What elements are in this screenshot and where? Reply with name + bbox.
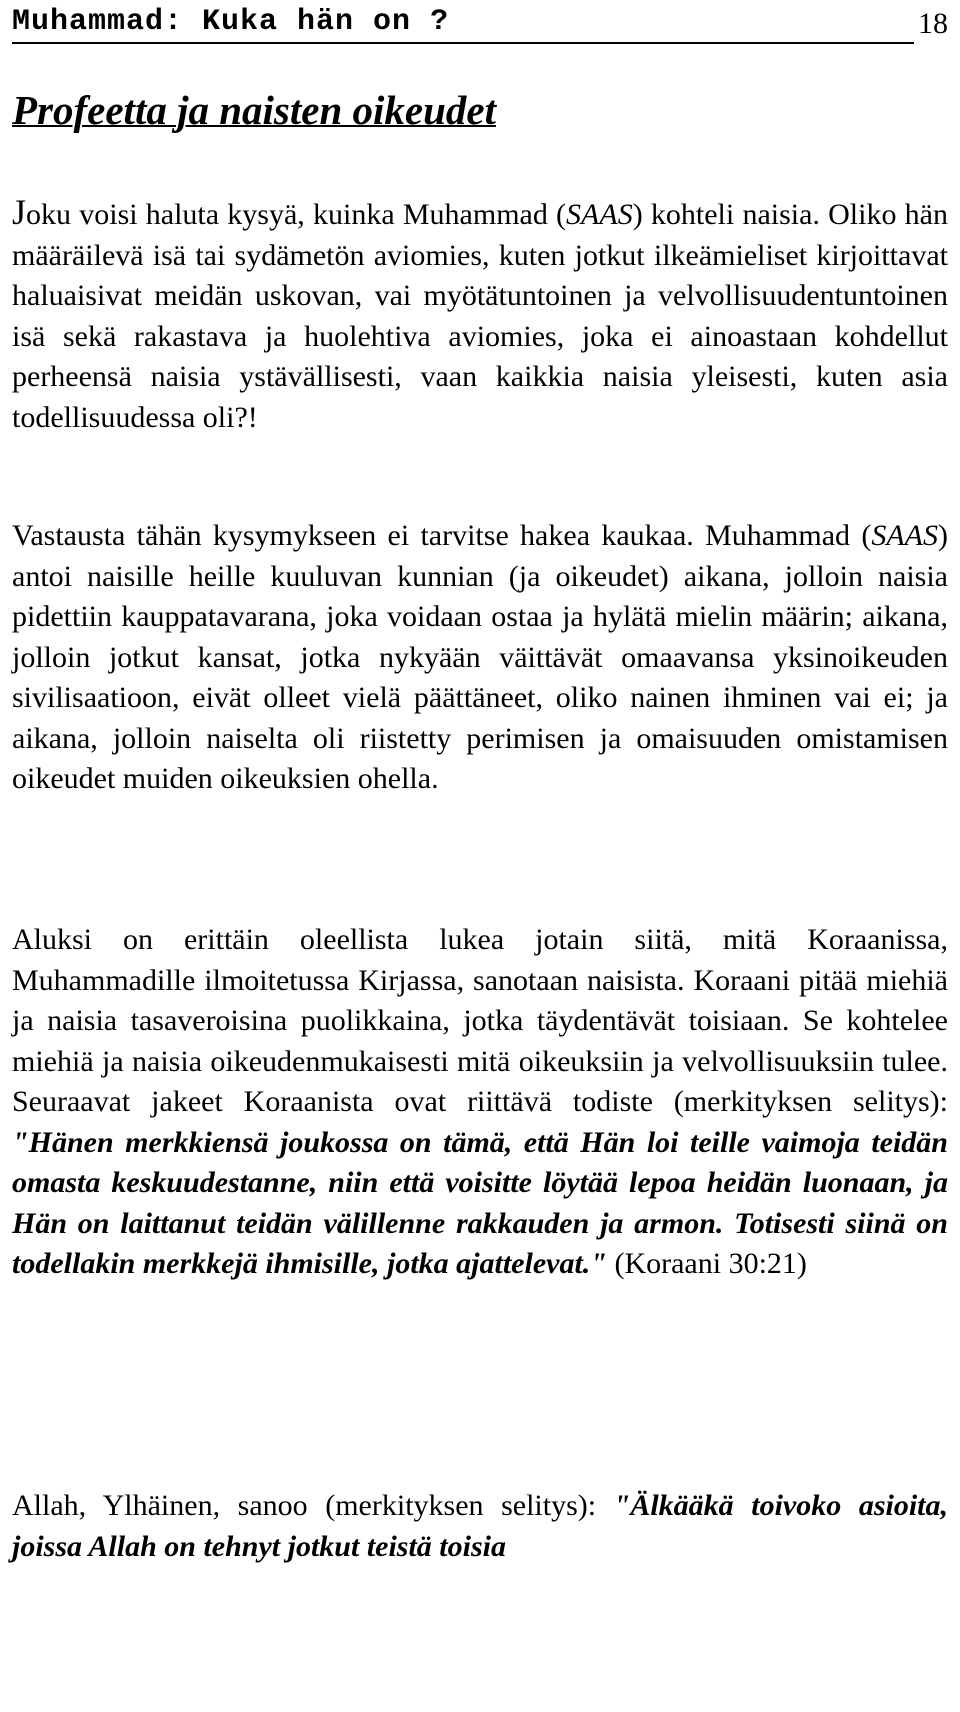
quran-reference: (Koraani 30:21) (606, 1247, 807, 1280)
header-rule (12, 42, 914, 44)
paragraph-1 (12, 192, 948, 438)
section-title: Profeetta ja naisten oikeudet (12, 87, 496, 133)
header-title: Muhammad: Kuka hän on ? (12, 5, 450, 39)
drop-cap: J (12, 192, 27, 232)
paragraph-2-text-b: ) antoi naisille heille kuuluvan kunnian (ja oikeudet) aikana, jolloin naisia pidettiin kauppatavarana, joka voidaan ostaa ja hylätä mielin määrin; aikana, jolloin jotkut kansat, jotka nykyään väittävät omaavansa yksinoikeuden sivilisaatioon, eivät olleet vielä päättäneet, oliko nainen ihminen vai ei; ja aikana, jolloin naiselta oli riistetty perimisen ja omaisuuden omistamisen oikeudet muiden oikeuksien ohella. (12, 519, 948, 795)
saas-abbreviation: SAAS (871, 519, 938, 552)
paragraph-2 (12, 516, 948, 800)
paragraph-1-text-b: ) kohteli naisia. Oliko hän määräilevä isä tai sydämetön aviomies, kuten jotkut ilkeämieliset kirjoittavat haluaisivat meidän uskovan, vai myötätuntoinen ja velvollisuudentuntoinen isä sekä rakastava ja huolehtiva aviomies, joka ei ainoastaan kohdellut perheensä naisia ystävällisesti, vaan kaikkia naisia yleisesti, kuten asia todellisuudessa oli?! (12, 198, 948, 434)
paragraph-4-text: Allah, Ylhäinen, sanoo (merkityksen selitys): (12, 1489, 614, 1522)
quran-quote: "Hänen merkkiensä joukossa on tämä, että Hän loi teille vaimoja teidän omasta keskuudestanne, niin että voisitte löytää lepoa heidän luonaan, ja Hän on laittanut teidän välillenne rakkauden ja armon. Totisesti siinä on todellakin merkkejä ihmisille, jotka ajattelevat." (12, 1125, 948, 1280)
paragraph-3-text: Aluksi on erittäin oleellista lukea jotain siitä, mitä Koraanissa, Muhammadille ilmoitetussa Kirjassa, sanotaan naisista. Koraani pitää miehiä ja naisia tasaveroisina puolikkaina, jotka täydentävät toisiaan. Se kohtelee miehiä ja naisia oikeudenmukaisesti mitä oikeuksiin ja velvollisuuksiin tulee. Seuraavat jakeet Koraanista ovat riittävä todiste (merkityksen selitys): (12, 923, 948, 1118)
paragraph-3 (12, 920, 948, 1285)
paragraph-2-text-a: Vastausta tähän kysymykseen ei tarvitse hakea kaukaa. Muhammad ( (12, 519, 872, 552)
paragraph-4 (12, 1486, 948, 1567)
running-header (12, 2, 948, 44)
quran-quote: "Älkääkä toivoko asioita, joissa Allah on tehnyt jotkut teistä toisia (12, 1489, 948, 1563)
paragraph-1-text-a: oku voisi haluta kysyä, kuinka Muhammad ( (26, 198, 567, 231)
saas-abbreviation: SAAS (566, 198, 633, 231)
page-number: 18 (918, 7, 948, 40)
